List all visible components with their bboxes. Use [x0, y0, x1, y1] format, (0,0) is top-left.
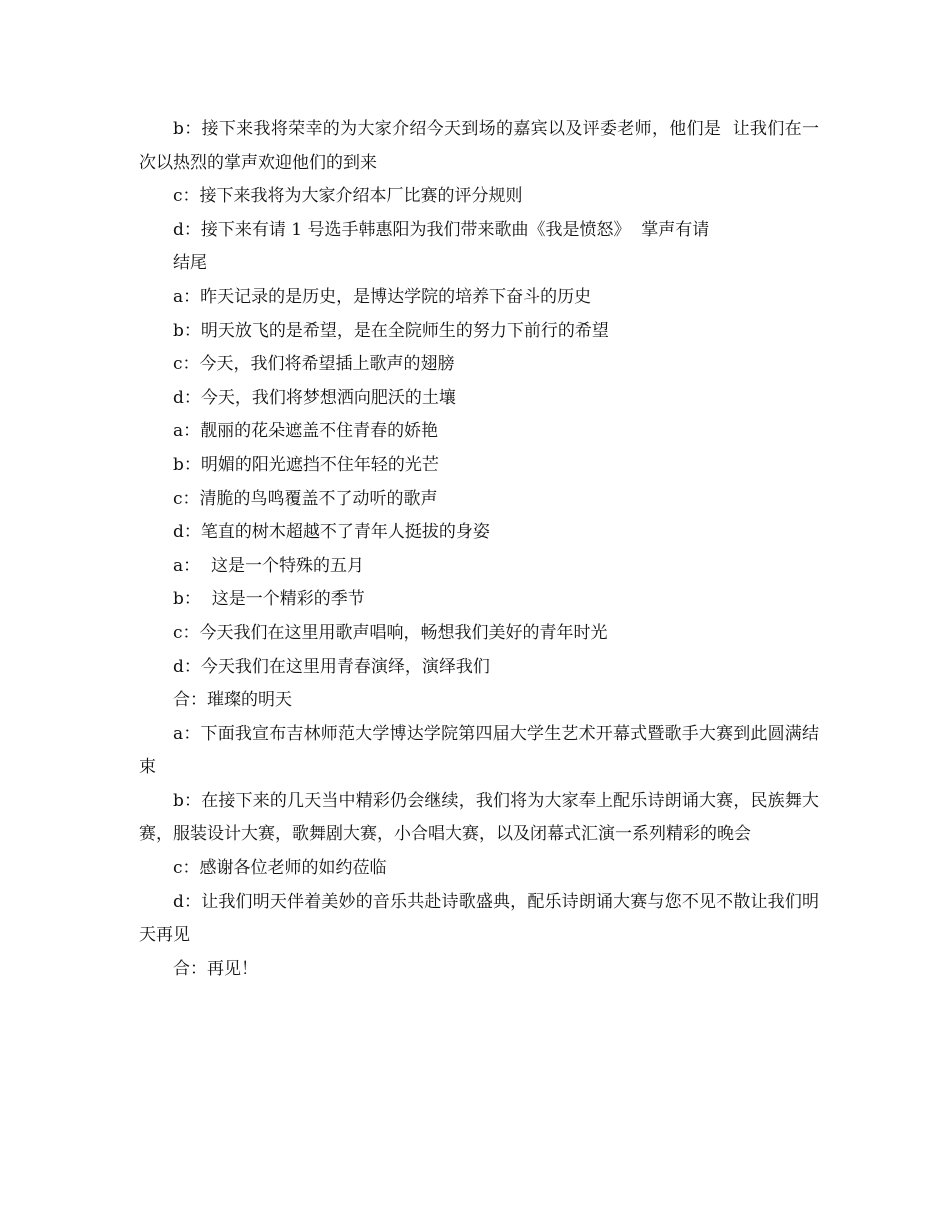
paragraph: b：明天放飞的是希望，是在全院师生的努力下前行的希望: [173, 320, 609, 341]
section-heading: 结尾: [173, 253, 207, 274]
paragraph: c：接下来我将为大家介绍本厂比赛的评分规则: [173, 186, 523, 207]
paragraph: b： 这是一个精彩的季节: [173, 589, 365, 610]
paragraph: c：清脆的鸟鸣覆盖不了动听的歌声: [173, 488, 438, 509]
paragraph: b：接下来我将荣幸的为大家介绍今天到场的嘉宾以及评委老师，他们是 让我们在一次以热烈的掌声欢迎他们的到来: [139, 119, 819, 173]
paragraph: a：下面我宣布吉林师范大学博达学院第四届大学生艺术开幕式暨歌手大赛到此圆满结束: [139, 723, 819, 778]
paragraph: d：让我们明天伴着美妙的音乐共赴诗歌盛典，配乐诗朗诵大赛与您不见不散让我们明天再见: [139, 891, 819, 946]
paragraph: c：今天，我们将希望插上歌声的翅膀: [173, 354, 455, 375]
paragraph: 合：璀璨的明天: [173, 690, 292, 711]
paragraph: a： 这是一个特殊的五月: [173, 555, 364, 576]
document-body: [139, 113, 819, 986]
paragraph: a：靓丽的花朵遮盖不住青春的娇艳: [173, 421, 439, 442]
paragraph: 合：再见！: [173, 958, 258, 979]
paragraph: d：接下来有请 1 号选手韩惠阳为我们带来歌曲《我是愤怒》 掌声有请: [173, 219, 710, 240]
paragraph: d：今天，我们将梦想洒向肥沃的土壤: [173, 387, 456, 408]
paragraph: d：笔直的树木超越不了青年人挺拔的身姿: [173, 522, 490, 543]
paragraph: c：感谢各位老师的如约莅临: [173, 858, 387, 879]
paragraph: b：明媚的阳光遮挡不住年轻的光芒: [173, 454, 439, 475]
paragraph: d：今天我们在这里用青春演绎，演绎我们: [173, 656, 490, 677]
paragraph: b：在接下来的几天当中精彩仍会继续，我们将为大家奉上配乐诗朗诵大赛，民族舞大赛，服装设计大赛，歌舞剧大赛，小合唱大赛，以及闭幕式汇演一系列精彩的晚会: [139, 790, 819, 845]
paragraph: c：今天我们在这里用歌声唱响，畅想我们美好的青年时光: [173, 622, 608, 643]
paragraph: a：昨天记录的是历史，是博达学院的培养下奋斗的历史: [173, 286, 592, 307]
